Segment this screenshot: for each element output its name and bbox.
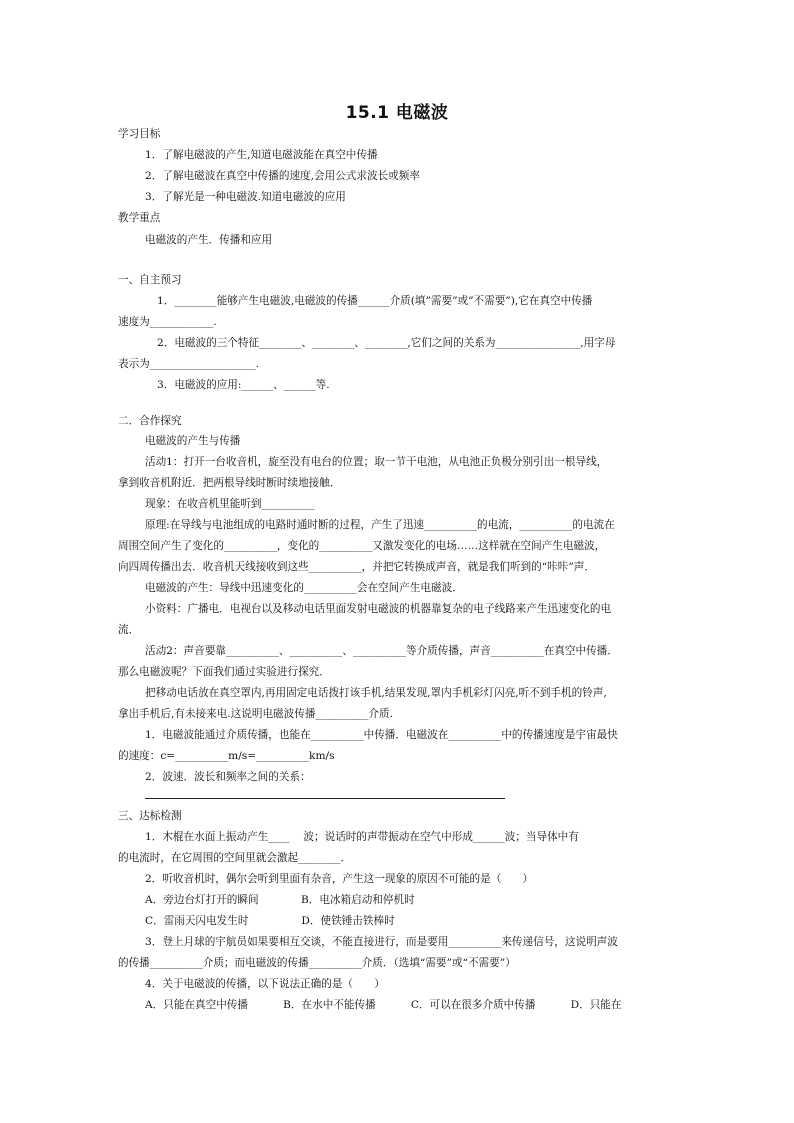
section1-line: 表示为____________________. [118,358,260,370]
objective-item: 3．了解光是一种电磁波.知道电磁波的应用 [145,191,346,203]
section2-line: 周围空间产生了变化的__________，变化的__________又激发变化的电场……这样就在空间产生电磁波， [118,540,606,552]
section2-line: 拿到收音机附近．把两根导线时断时续地接触． [118,477,341,489]
section1-line: 2．电磁波的三个特征________、________、________,它们之间的关系为________________,用字母 [157,337,616,349]
section3-line: 2．听收音机时，偶尔会听到里面有杂音，产生这一现象的原因不可能的是（ ） [145,873,534,885]
section3-line: 的传播__________介质；而电磁波的传播__________介质．（选填“需要”或“不需要”） [118,957,516,969]
section2-line: 活动2：声音要靠__________、__________、__________等介质传播，声音__________在真空中传播． [145,645,618,657]
choice-row: A．只能在真空中传播 B．在水中不能传播 C．可以在很多介质中传播 D．只能在 [145,999,622,1011]
answer-line [145,798,505,799]
section2-line: 流． [118,624,140,636]
section2-line: 小资料：广播电．电视台以及移动电话里面发射电磁波的机器靠复杂的电子线路来产生迅速变化的电 [145,603,612,615]
section2-line: 把移动电话放在真空罩内,再用固定电话拨打该手机,结果发现,罩内手机彩灯闪亮,听不到手机的铃声, [145,687,607,699]
section1-line: 3．电磁波的应用:______、______等. [157,379,330,391]
section1-line: 速度为____________. [118,316,217,328]
section2-line: 原理:在导线与电池组成的电路时通时断的过程，产生了迅速__________的电流，__________的电流在 [145,519,615,531]
section3-line: 1．木棍在水面上振动产生____ 波；说话时的声带振动在空气中形成______波；当导体中有 [145,831,579,843]
focus-heading: 教学重点 [118,212,161,224]
choice-row: A．旁边台灯打开的瞬间 B．电冰箱启动和停机时 [145,894,415,906]
section1-line: 1．________能够产生电磁波,电磁波的传播______介质(填”需要”或”不需要”),它在真空中传播 [157,295,593,307]
section2-line: 向四周传播出去．收音机天线接收到这些__________，并把它转换成声音，就是我们听到的“咔咔”声． [118,561,595,573]
focus-text: 电磁波的产生．传播和应用 [145,234,273,246]
page-title: 15.1 电磁波 [345,103,449,123]
section2-heading: 二．合作探究 [118,415,182,427]
section2-line: 那么电磁波呢？下面我们通过实验进行探究． [118,666,330,678]
choice-row: C．雷雨天闪电发生时 D．使铁锤击铁棒时 [145,915,395,927]
section2-line: 活动1：打开一台收音机，旋至没有电台的位置；取一节干电池，从电池正负极分别引出一根导线， [145,456,608,468]
section2-line: 电磁波的产生：导线中迅速变化的__________会在空间产生电磁波． [145,582,463,594]
section2-subheading: 电磁波的产生与传播 [145,435,241,447]
section3-line: 的电流时，在它周围的空间里就会激起________． [118,852,352,864]
objectives-heading: 学习目标 [118,128,161,140]
section3-line: 4．关于电磁波的传播，以下说法正确的是（ ） [145,978,385,990]
objective-item: 1．了解电磁波的产生,知道电磁波能在真空中传播 [145,149,378,161]
section2-line: 拿出手机后,有未接来电.这说明电磁波传播__________介质. [118,708,393,720]
section2-line: 的速度：c=__________m/s=__________km/s [118,750,335,762]
section2-line: 现象：在收音机里能听到__________ [145,498,315,510]
objective-item: 2．了解电磁波在真空中传播的速度,会用公式求波长或频率 [145,170,420,182]
section3-line: 3．登上月球的宇航员如果要相互交谈，不能直接进行，而是要用__________来传递信号，这说明声波 [145,936,618,948]
section3-heading: 三、达标检测 [118,810,182,822]
section1-heading: 一、自主预习 [118,274,182,286]
section2-line: 2．波速．波长和频率之间的关系： [145,771,311,783]
section2-line: 1．电磁波能通过介质传播，也能在__________中传播．电磁波在__________中的传播速度是宇宙最快 [145,729,618,741]
